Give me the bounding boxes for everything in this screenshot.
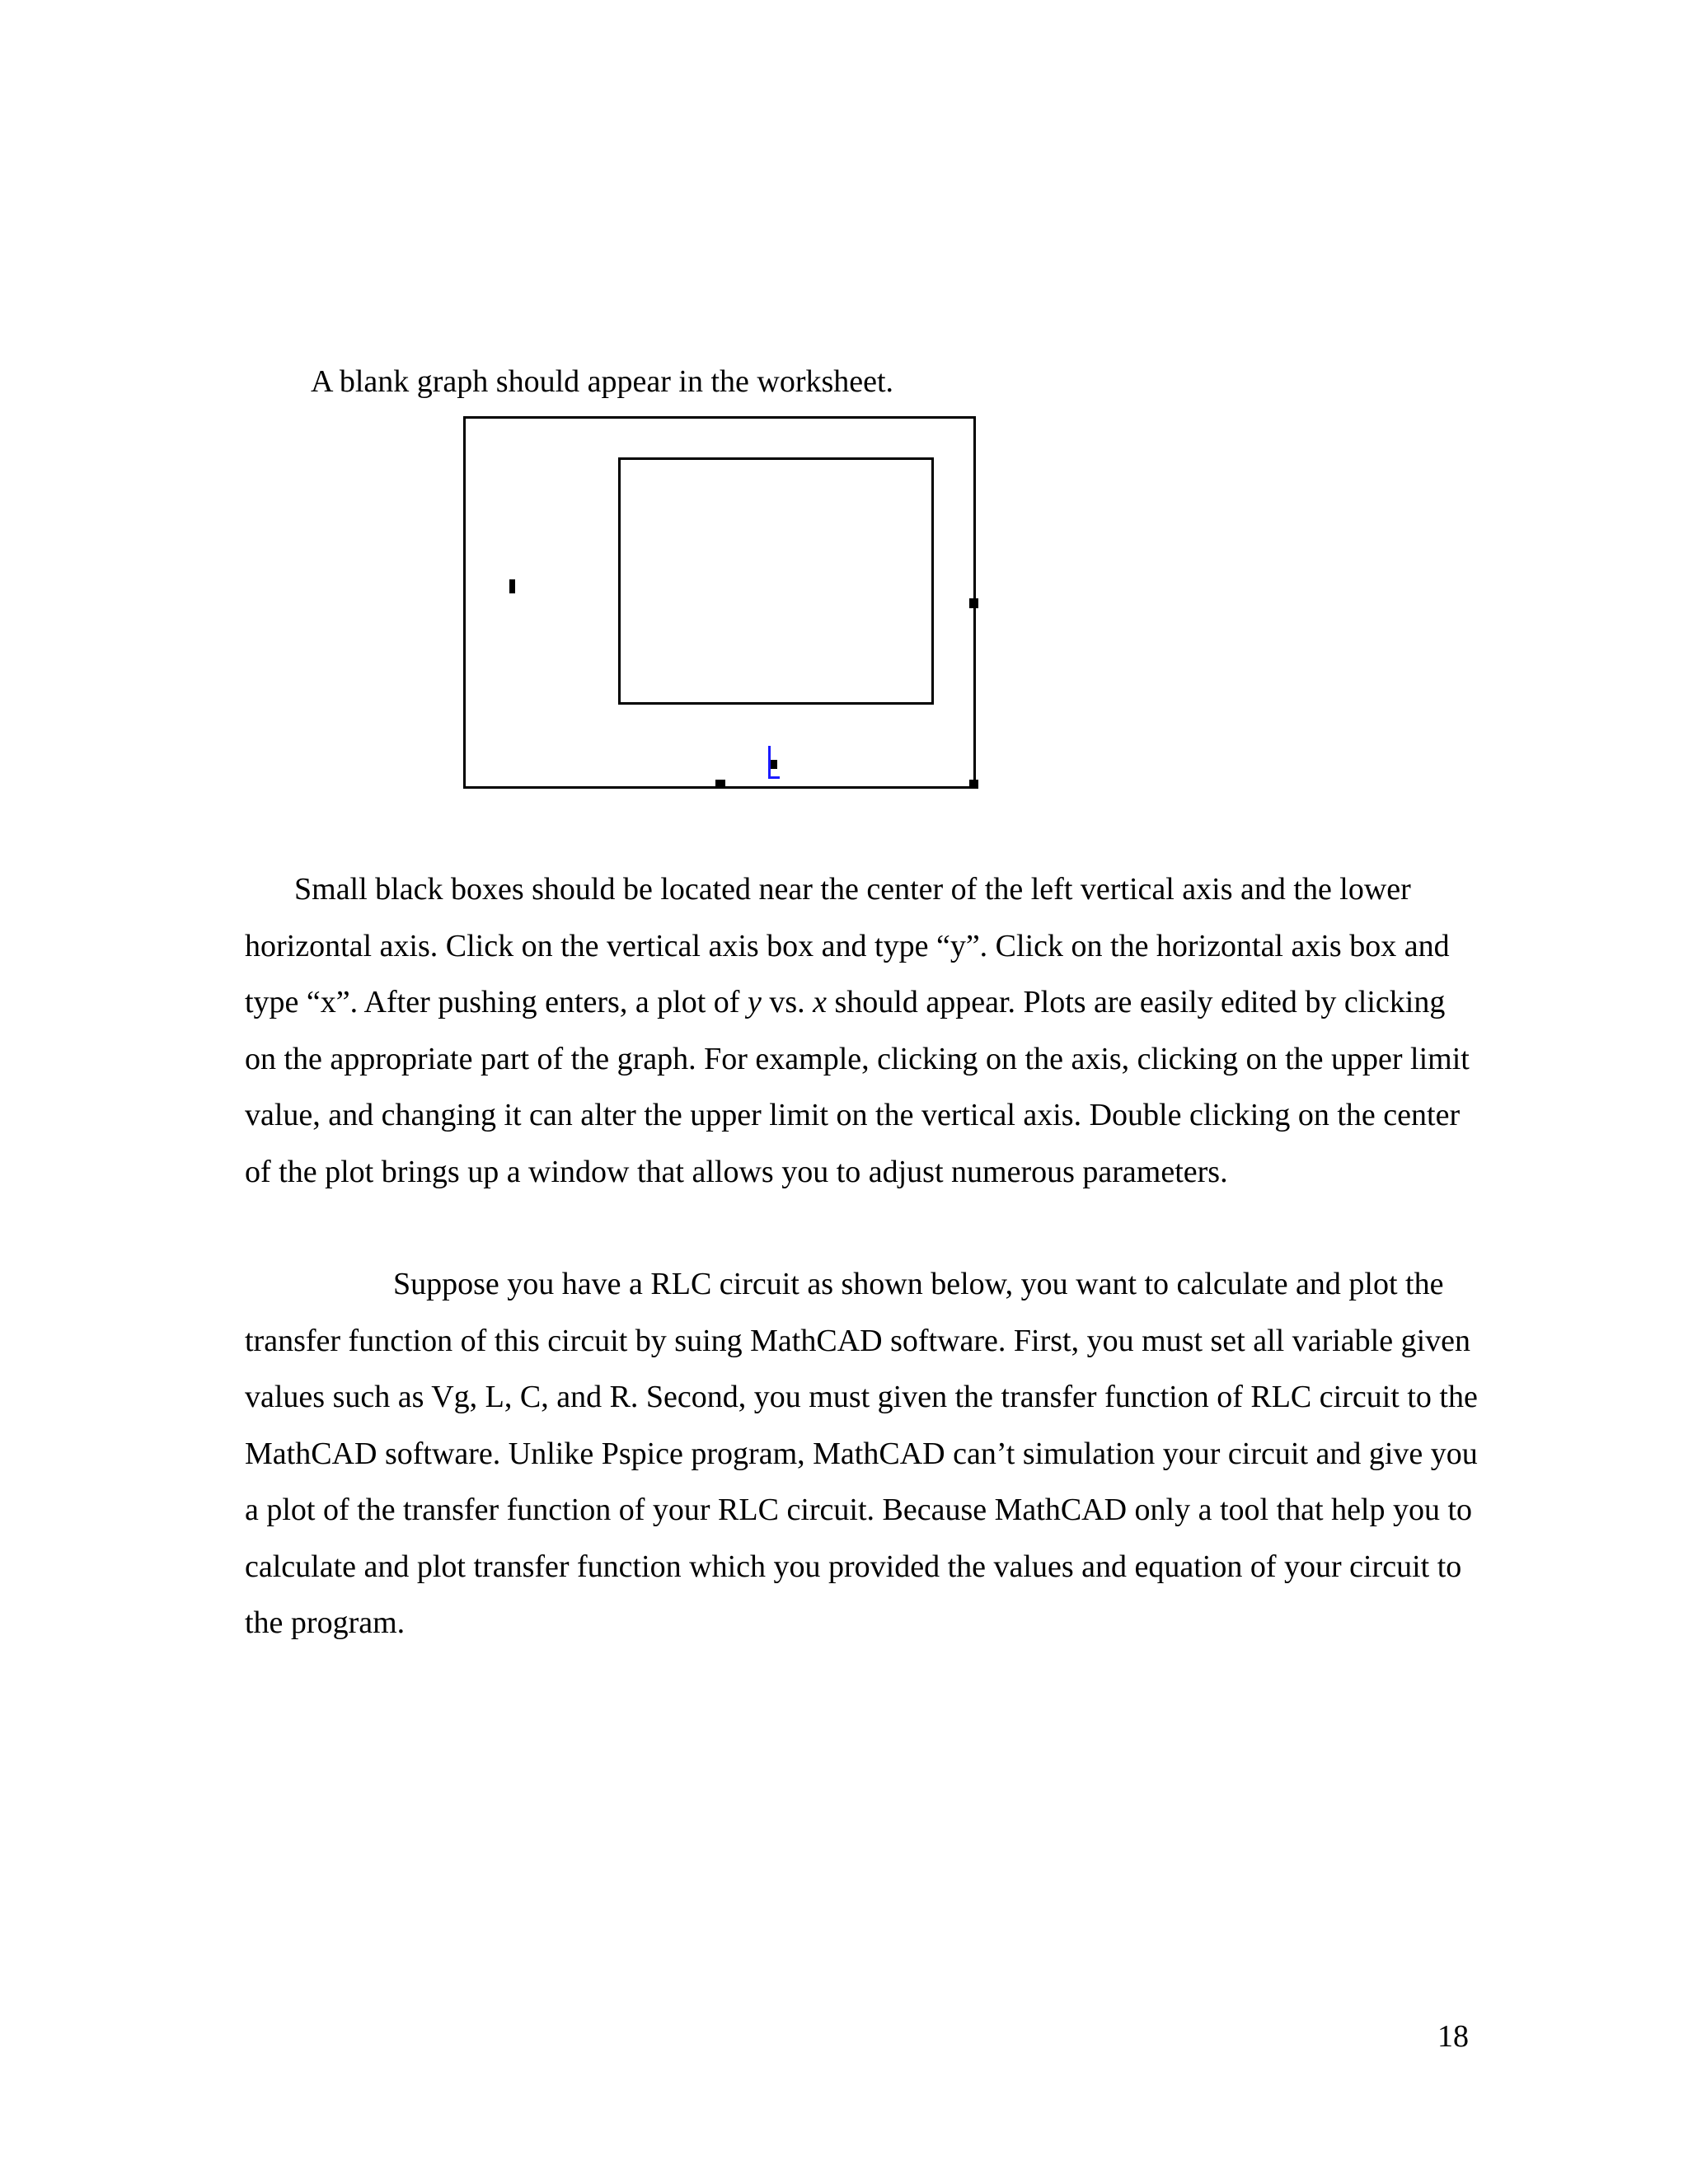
x-axis-placeholder[interactable] [715,780,725,788]
resize-handle-corner[interactable] [969,780,978,789]
intro-sentence: A blank graph should appear in the worksheet. [311,364,894,399]
paragraph-axis-instructions [245,861,1481,1200]
insertion-cursor-icon [768,746,780,779]
plot-area[interactable] [618,457,934,705]
resize-handle-right[interactable] [969,598,978,608]
cursor-base [768,776,780,779]
page-number: 18 [1437,2019,1469,2054]
variable-x: x [813,985,827,1019]
paragraph-1-vs: vs. [761,985,814,1019]
cursor-placeholder [771,760,777,769]
paragraph-1-part-1: Small black boxes should be located near the center of the left vertical axis and the lower horizontal axis. Click on the vertical axis box and type “y”. Click on the horizontal axis box and type “x”. After pushing enters, a plot of [245,872,1450,1019]
variable-y: y [747,985,762,1019]
y-axis-placeholder[interactable] [509,579,515,593]
paragraph-rlc-circuit: Suppose you have a RLC circuit as shown below, you want to calculate and plot the transfer function of this circuit by suing MathCAD software. First, you must set all variable given values such as Vg, L, C, and R. Second, you must given the transfer function of RLC circuit to the MathCAD software. Unlike Pspice program, MathCAD can’t simulation your circuit and give you a plot of the transfer function of your RLC circuit. Because MathCAD only a tool that help you to calculate and plot transfer function which you provided the values and equation of your circuit to the program. [245,1267,1478,1640]
paragraph-1-part-2: should appear. Plots are easily edited by clicking on the appropriate part of the graph. For example, clicking on the axis, clicking on the upper limit value, and changing it can alter the upper limit on the vertical axis. Double clicking on the center of the plot brings up a window that allows you to adjust numerous parameters. [245,985,1470,1189]
